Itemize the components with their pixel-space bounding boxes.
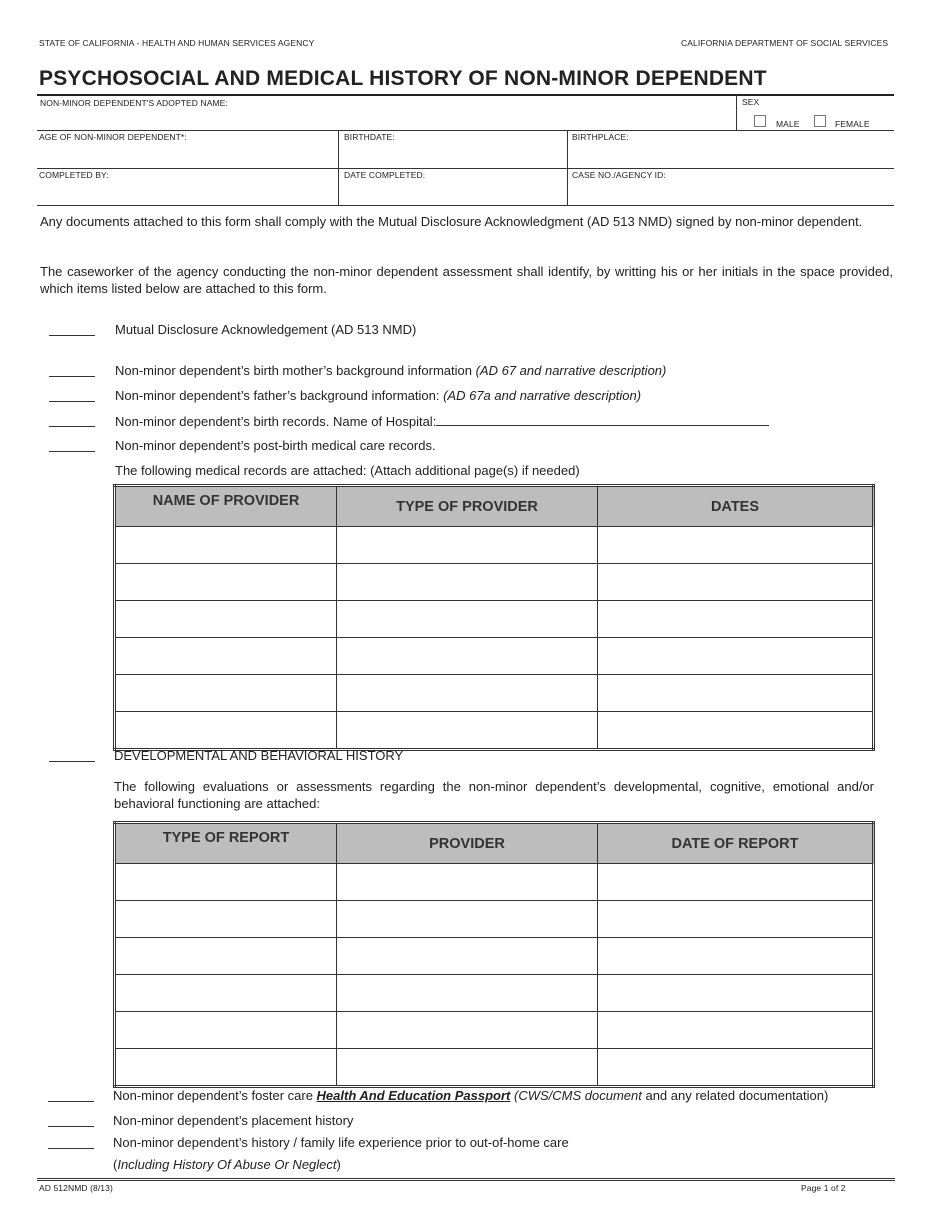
table-cell[interactable] <box>598 975 874 1012</box>
list-item <box>49 364 95 380</box>
table-cell[interactable] <box>598 938 874 975</box>
family-history-item: Non-minor dependent’s history / family life experience prior to out-of-home care <box>113 1135 569 1150</box>
list-item <box>49 749 95 765</box>
table-cell[interactable] <box>115 1012 337 1049</box>
table-cell[interactable] <box>115 1049 337 1087</box>
table-header-row <box>115 486 874 527</box>
list-item <box>49 439 95 455</box>
column-header: PROVIDER <box>337 823 598 864</box>
table-row <box>115 901 874 938</box>
table-cell[interactable] <box>115 527 337 564</box>
sex-label: SEX <box>742 97 760 107</box>
table-row <box>115 601 874 638</box>
table-row <box>115 1049 874 1087</box>
table-cell[interactable] <box>115 975 337 1012</box>
table-row <box>115 938 874 975</box>
medical-records-table <box>113 484 875 751</box>
table-cell[interactable] <box>115 864 337 901</box>
department-name: CALIFORNIA DEPARTMENT OF SOCIAL SERVICES <box>681 38 889 48</box>
table-cell[interactable] <box>115 601 337 638</box>
initials-blank[interactable] <box>49 414 95 427</box>
table-cell[interactable] <box>337 675 598 712</box>
table-cell[interactable] <box>115 901 337 938</box>
table-cell[interactable] <box>337 1049 598 1087</box>
table-cell[interactable] <box>598 564 874 601</box>
grid-line <box>37 130 736 131</box>
title-rule <box>37 94 894 96</box>
date-completed-field[interactable]: DATE COMPLETED: <box>344 170 426 180</box>
table-cell[interactable] <box>598 1049 874 1087</box>
table-row <box>115 675 874 712</box>
birthplace-field[interactable]: BIRTHPLACE: <box>572 132 629 142</box>
intro-paragraph-1: Any documents attached to this form shall comply with the Mutual Disclosure Acknowledgment (AD 513 NMD) signed by non-minor dependent. <box>40 214 863 229</box>
table-cell[interactable] <box>337 901 598 938</box>
grid-line <box>37 205 894 206</box>
male-label: MALE <box>776 119 800 129</box>
table-cell[interactable] <box>337 864 598 901</box>
table-header-row <box>115 823 874 864</box>
table-cell[interactable] <box>115 938 337 975</box>
birth-mother-item: Non-minor dependent’s birth mother’s background information (AD 67 and narrative description) <box>115 363 667 378</box>
age-field[interactable]: AGE OF NON-MINOR DEPENDENT*: <box>39 132 187 142</box>
post-birth-item: Non-minor dependent’s post-birth medical care records. <box>115 438 436 453</box>
table-cell[interactable] <box>337 527 598 564</box>
evaluations-paragraph: The following evaluations or assessments regarding the non-minor dependent’s developmental, cognitive, emotional and/or behavioral functioning are attached: <box>114 779 874 811</box>
initials-blank[interactable] <box>49 323 95 336</box>
initials-blank[interactable] <box>49 364 95 377</box>
list-item <box>49 414 95 430</box>
medical-records-note: The following medical records are attached: (Attach additional page(s) if needed) <box>115 463 580 478</box>
list-item <box>48 1089 94 1105</box>
table-cell[interactable] <box>115 712 337 750</box>
column-header: TYPE OF REPORT <box>115 823 337 864</box>
page-number: Page 1 of 2 <box>801 1183 846 1193</box>
table-cell[interactable] <box>337 712 598 750</box>
table-cell[interactable] <box>115 638 337 675</box>
footer-rule <box>37 1178 895 1179</box>
column-header: TYPE OF PROVIDER <box>337 486 598 527</box>
initials-blank[interactable] <box>49 439 95 452</box>
table-row <box>115 864 874 901</box>
list-item <box>48 1136 94 1152</box>
table-row <box>115 638 874 675</box>
form-id: AD 512NMD (8/13) <box>39 1183 113 1193</box>
table-row <box>115 712 874 750</box>
agency-name: STATE OF CALIFORNIA - HEALTH AND HUMAN SERVICES AGENCY <box>39 38 315 48</box>
grid-line <box>736 94 737 130</box>
table-cell[interactable] <box>337 975 598 1012</box>
adopted-name-field[interactable]: NON-MINOR DEPENDENT'S ADOPTED NAME: <box>40 98 228 108</box>
initials-blank[interactable] <box>48 1089 94 1102</box>
table-cell[interactable] <box>598 712 874 750</box>
grid-line <box>37 168 894 169</box>
initials-blank[interactable] <box>48 1136 94 1149</box>
table-cell[interactable] <box>598 1012 874 1049</box>
footer-rule <box>37 1180 895 1181</box>
intro-paragraph-2: The caseworker of the agency conducting the non-minor dependent assessment shall identify, by writting his or her initials in the space provided, which items listed below are attached to this form. <box>40 264 893 296</box>
birth-records-item: Non-minor dependent’s birth records. Name of Hospital: <box>115 413 769 429</box>
list-item <box>49 323 95 339</box>
table-cell[interactable] <box>337 564 598 601</box>
table-cell[interactable] <box>598 864 874 901</box>
foster-care-item: Non-minor dependent’s foster care Health And Education Passport (CWS/CMS document and any related documentation) <box>113 1088 829 1103</box>
initials-blank[interactable] <box>49 749 95 762</box>
male-checkbox[interactable] <box>754 115 766 127</box>
abuse-neglect-note: (Including History Of Abuse Or Neglect) <box>113 1157 341 1172</box>
developmental-history-item: DEVELOPMENTAL AND BEHAVIORAL HISTORY <box>114 748 404 763</box>
table-cell[interactable] <box>337 1012 598 1049</box>
father-item: Non-minor dependent’s father’s background information: (AD 67a and narrative description) <box>115 388 642 403</box>
table-cell[interactable] <box>115 675 337 712</box>
table-cell[interactable] <box>598 601 874 638</box>
column-header: NAME OF PROVIDER <box>115 486 337 527</box>
table-cell[interactable] <box>337 938 598 975</box>
initials-blank[interactable] <box>48 1114 94 1127</box>
placement-history-item: Non-minor dependent’s placement history <box>113 1113 354 1128</box>
completed-by-field[interactable]: COMPLETED BY: <box>39 170 109 180</box>
grid-line <box>567 130 568 205</box>
grid-line <box>338 130 339 205</box>
column-header: DATES <box>598 486 874 527</box>
grid-line <box>736 130 894 131</box>
initials-blank[interactable] <box>49 389 95 402</box>
list-item <box>48 1114 94 1130</box>
female-checkbox[interactable] <box>814 115 826 127</box>
table-cell[interactable] <box>598 901 874 938</box>
table-row <box>115 564 874 601</box>
list-item <box>49 389 95 405</box>
table-row <box>115 975 874 1012</box>
table-cell[interactable] <box>598 638 874 675</box>
reports-table <box>113 821 875 1088</box>
column-header: DATE OF REPORT <box>598 823 874 864</box>
table-row <box>115 1012 874 1049</box>
table-cell[interactable] <box>598 675 874 712</box>
mutual-disclosure-item: Mutual Disclosure Acknowledgement (AD 513 NMD) <box>115 322 417 337</box>
table-cell[interactable] <box>598 527 874 564</box>
birthdate-field[interactable]: BIRTHDATE: <box>344 132 395 142</box>
table-cell[interactable] <box>337 638 598 675</box>
female-label: FEMALE <box>835 119 870 129</box>
case-no-field[interactable]: CASE NO./AGENCY ID: <box>572 170 666 180</box>
form-title: PSYCHOSOCIAL AND MEDICAL HISTORY OF NON-MINOR DEPENDENT <box>39 67 767 90</box>
table-cell[interactable] <box>337 601 598 638</box>
table-cell[interactable] <box>115 564 337 601</box>
table-row <box>115 527 874 564</box>
hospital-name-field[interactable] <box>436 413 769 426</box>
